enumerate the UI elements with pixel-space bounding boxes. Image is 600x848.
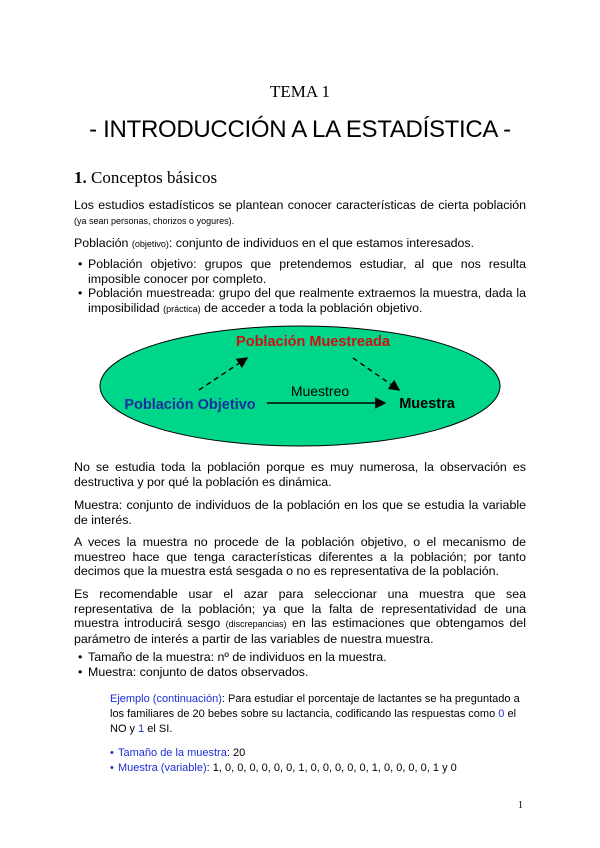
sample-variable-label: Muestra (variable): [118, 762, 207, 774]
example-label: Ejemplo (continuación): [110, 693, 222, 705]
example-text-1: Para estudiar el porcentaje de lactantes se ha preguntado a los familiares de 20 bebes sobre su lactancia, codificando las respuestas como: [110, 693, 520, 720]
poblacion-list: [78, 257, 526, 316]
example-zero: 0: [498, 708, 505, 720]
list-item: [78, 665, 526, 680]
example-colon: :: [221, 693, 225, 705]
paragraph-1-main: Los estudios estadísticos se plantean conocer características de cierta población: [74, 198, 526, 212]
list-item: [110, 761, 530, 776]
paragraph-1: [74, 198, 526, 228]
sampling-diagram: [95, 322, 505, 452]
muestra-list: [78, 650, 526, 679]
paragraph-1-note: (ya sean personas, chorizos o yogures).: [74, 215, 235, 226]
paragraph-2-pre: Población: [74, 236, 129, 250]
example-list: [110, 746, 530, 776]
poblacion-muestreada-label: Población Muestreada: [236, 334, 390, 350]
paragraph-2-post: : conjunto de individuos en el que estamos interesados.: [168, 236, 475, 250]
list-item: [78, 286, 526, 316]
list-item: [110, 746, 530, 761]
paragraph-3: No se estudia toda la población porque es muy numerosa, la observación es destructiva y por qué la población es dinámica.: [74, 460, 526, 489]
list-item: [78, 650, 526, 665]
paragraph-6-post: en las estimaciones que obtengamos del parámetro de interés a partir de las variables de nuestra muestra.: [74, 616, 526, 646]
muestreo-label: Muestreo: [290, 383, 350, 399]
list-item-text: de acceder a toda la población objetivo.: [204, 300, 423, 315]
paragraph-5: A veces la muestra no procede de la población objetivo, o el mecanismo de muestreo hace que tenga características diferentes a la población; por tanto decimos que la muestra está sesgada o no es representativa de la población.: [74, 535, 526, 578]
example-text-3: el SI.: [144, 723, 173, 735]
poblacion-objetivo-label: Población Objetivo: [124, 397, 256, 413]
example-one: 1: [138, 723, 145, 735]
paragraph-4: Muestra: conjunto de individuos de la población en los que se estudia la variable de interés.: [74, 498, 526, 527]
section-number: 1.: [74, 168, 87, 187]
paragraph-6-note: (discrepancias): [225, 619, 287, 629]
list-item-note: (práctica): [163, 303, 201, 314]
example-box: [110, 692, 530, 776]
paragraph-2: [74, 236, 526, 252]
paragraph-6-pre: Es recomendable usar el azar para seleccionar una muestra que sea representativa de la población; ya que la falta de representatividad de una muestra introducirá sesgo: [74, 587, 526, 630]
list-item-text: Muestra: conjunto de datos observados.: [88, 664, 309, 679]
paragraph-2-note: (objetivo): [131, 239, 169, 249]
page-number: 1: [518, 800, 523, 811]
example-intro: [110, 692, 530, 737]
list-item-text: Tamaño de la muestra: nº de individuos en la muestra.: [88, 650, 387, 664]
muestra-label: Muestra: [399, 396, 455, 412]
sample-variable-value: : 1, 0, 0, 0, 0, 0, 0, 1, 0, 0, 0, 0, 0, 1, 0, 0, 0, 0, 1 y 0: [206, 762, 457, 774]
sample-size-value: : 20: [226, 747, 246, 759]
sample-size-label: Tamaño de la muestra: [118, 747, 227, 759]
list-item-text: Población muestreada: grupo del que realmente extraemos la muestra, dada la imposibilidad: [88, 286, 526, 315]
example-text-2: el NO y: [110, 708, 517, 735]
tema-heading: TEMA 1: [270, 82, 330, 101]
page-title: - INTRODUCCIÓN A LA ESTADÍSTICA -: [89, 116, 511, 143]
section-heading: [74, 168, 217, 188]
list-item: [78, 257, 526, 286]
list-item-text: Población objetivo: grupos que pretendemos estudiar, al que nos resulta imposible conocer por completo.: [88, 257, 526, 286]
paragraph-6: [74, 587, 526, 646]
section-title: Conceptos básicos: [91, 168, 218, 187]
